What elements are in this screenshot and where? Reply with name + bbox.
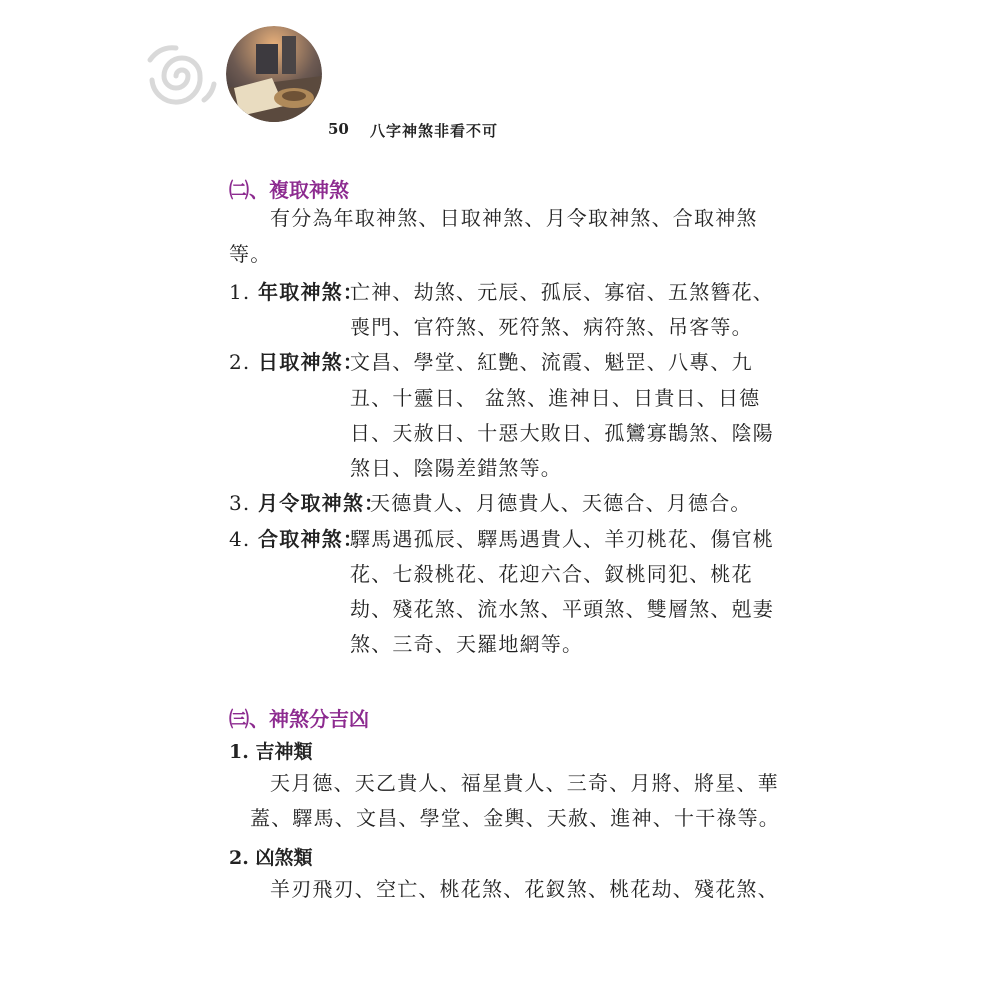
body-line: 蓋、驛馬、文昌、學堂、金輿、天赦、進神、十干祿等。 xyxy=(250,806,780,830)
intro-line: 等。 xyxy=(229,242,272,266)
list-item xyxy=(229,350,364,374)
item-line: 煞、三奇、天羅地網等。 xyxy=(350,632,584,656)
item-term: 月令取神煞： xyxy=(258,491,386,515)
item-line: 喪門、官符煞、死符煞、病符煞、吊客等。 xyxy=(350,315,753,339)
item-line: 劫、殘花煞、流水煞、平頭煞、雙層煞、剋妻 xyxy=(350,597,774,621)
item-term: 合取神煞： xyxy=(258,527,365,551)
cloud-swirl-icon xyxy=(144,40,220,112)
body-line: 羊刃飛刃、空亡、桃花煞、花釵煞、桃花劫、殘花煞、 xyxy=(270,877,779,901)
sub-heading: 1. 吉神類 xyxy=(229,741,313,763)
item-line: 日、天赦日、十惡大敗日、孤鸞寡鵲煞、陰陽 xyxy=(350,421,774,445)
item-number: 2. xyxy=(229,350,251,374)
intro-line: 有分為年取神煞、日取神煞、月令取神煞、合取神煞 xyxy=(270,206,758,230)
item-line: 亡神、劫煞、元辰、孤辰、寡宿、五煞簪花、 xyxy=(350,280,774,304)
item-line: 煞日、陰陽差錯煞等。 xyxy=(350,456,562,480)
book-scene-image xyxy=(226,26,322,122)
list-item xyxy=(229,527,364,551)
page-number: 50 xyxy=(328,120,349,138)
item-line: 丑、十靈日、 盆煞、進神日、日貴日、日德 xyxy=(350,386,761,410)
sub-heading: 2. 凶煞類 xyxy=(229,847,313,869)
body-line: 天月德、天乙貴人、福星貴人、三奇、月將、將星、華 xyxy=(270,771,779,795)
item-line: 驛馬遇孤辰、驛馬遇貴人、羊刃桃花、傷官桃 xyxy=(350,527,774,551)
item-line: 文昌、學堂、紅艷、流霞、魁罡、八專、九 xyxy=(350,350,753,374)
item-term: 日取神煞： xyxy=(258,350,365,374)
running-title: 八字神煞非看不可 xyxy=(370,122,499,140)
section-heading: ㈢、神煞分吉凶 xyxy=(229,707,369,731)
item-line: 花、七殺桃花、花迎六合、釵桃同犯、桃花 xyxy=(350,562,753,586)
list-item xyxy=(229,280,364,304)
item-number: 4. xyxy=(229,527,251,551)
item-number: 1. xyxy=(229,280,251,304)
list-item xyxy=(229,491,385,515)
item-term: 年取神煞： xyxy=(258,280,365,304)
item-line: 天德貴人、月德貴人、天德合、月德合。 xyxy=(370,491,752,515)
section-heading: ㈡、複取神煞 xyxy=(229,178,349,202)
item-number: 3. xyxy=(229,491,251,515)
